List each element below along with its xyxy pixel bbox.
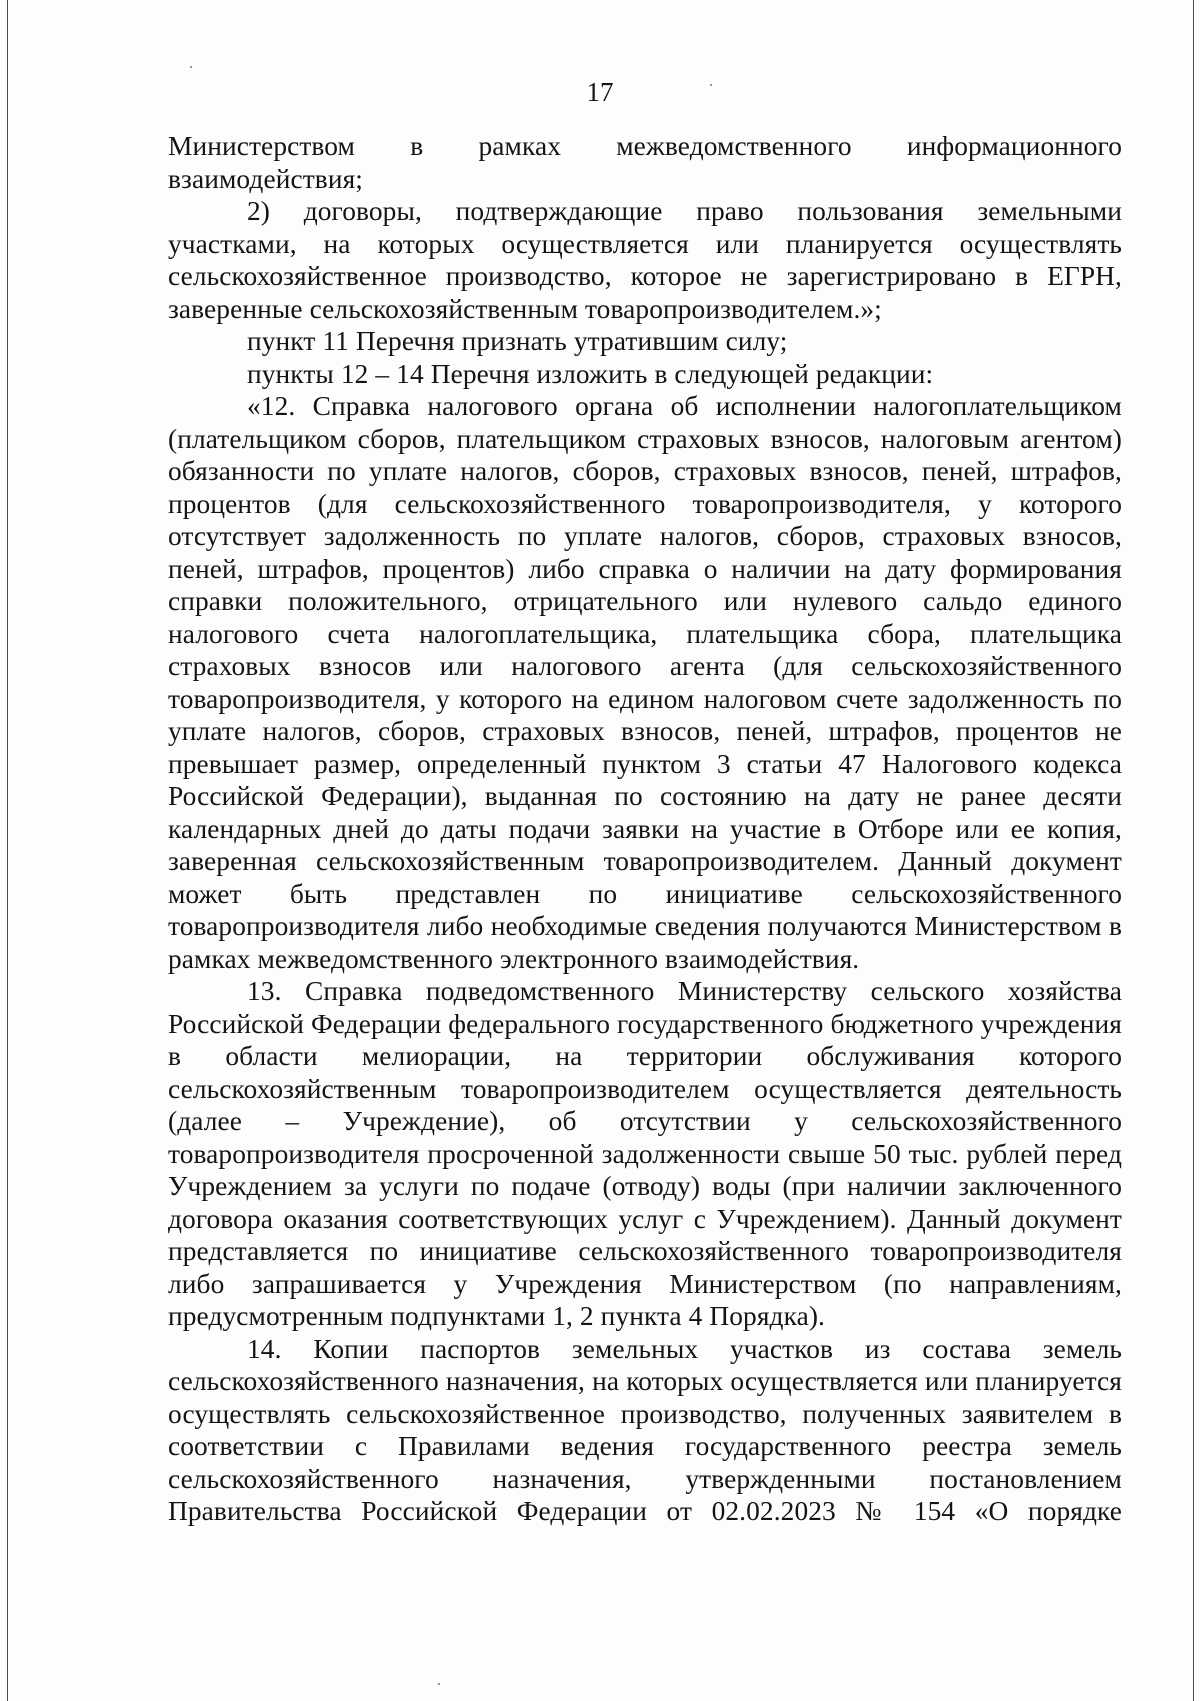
paragraph-point-11: пункт 11 Перечня признать утратившим силу; xyxy=(247,326,788,356)
paragraph-item-14: 14. Копии паспортов земельных участков из состава земель сельскохозяйственного назначения, на которых осуществляется или планируется осуществлять сельскохозяйственное производство, полученных заявителем в соответствии с Правилами ведения государственного реестра земель сельскохозяйственного назначения, утвержденными постановлением Правительства Российской Федерации от 02.02.2023 № 154 «О порядке xyxy=(168,1333,1122,1526)
scan-speck xyxy=(438,1683,440,1685)
paragraph-item-13: 13. Справка подведомственного Министерству сельского хозяйства Российской Федерации федерального государственного бюджетного учреждения в области мелиорации, на территории обслуживания которого сельскохозяйственным товаропроизводителем осуществляется деятельность (далее – Учреждение), об отсутствии у сельскохозяйственного товаропроизводителя просроченной задолженности свыше 50 тыс. рублей перед Учреждением за услуги по подаче (отводу) воды (при наличии заключенного договора оказания соответствующих услуг с Учреждением). Данный документ представляется по инициативе сельскохозяйственного товаропроизводителя либо запрашивается у Учреждения Министерством (по направлениям, предусмотренным подпунктами 1, 2 пункта 4 Порядка). xyxy=(168,976,1122,1331)
paragraph-continuation: Министерством в рамках межведомственного информационного взаимодействия; xyxy=(168,131,1122,194)
scan-speck xyxy=(190,66,192,68)
page-number: 17 xyxy=(586,77,614,107)
paragraph-points-12-14: пункты 12 – 14 Перечня изложить в следующей редакции: xyxy=(247,358,934,389)
scan-edge-left xyxy=(7,0,8,1701)
document-body xyxy=(168,130,1122,1528)
paragraph-item-12: «12. Справка налогового органа об исполнении налогоплательщиком (плательщиком сборов, плательщиком страховых взносов, налоговым агентом) обязанности по уплате налогов, сборов, страховых взносов, пеней, штрафов, процентов (для сельскохозяйственного товаропроизводителя, у которого отсутствует задолженность по уплате налогов, сборов, страховых взносов, пеней, штрафов, процентов) либо справка о наличии на дату формирования справки положительного, отрицательного или нулевого сальдо единого налогового счета налогоплательщика, плательщика сбора, плательщика страховых взносов или налогового агента (для сельскохозяйственного товаропроизводителя, у которого на едином налоговом счете задолженность по уплате налогов, сборов, страховых взносов, пеней, штрафов, процентов не превышает размер, определенный пунктом 3 статьи 47 Налогового кодекса Российской Федерации), выданная по состоянию на дату не ранее десяти календарных дней до даты подачи заявки на участие в Отборе или ее копия, заверенная сельскохозяйственным товаропроизводителем. Данный документ может быть представлен по инициативе сельскохозяйственного товаропроизводителя либо необходимые сведения получаются Министерством в рамках межведомственного электронного взаимодействия. xyxy=(168,391,1122,974)
scan-edge-right xyxy=(1193,0,1194,1701)
paragraph-item-2-contracts: 2) договоры, подтверждающие право пользования земельными участками, на которых осуществляется или планируется осуществлять сельскохозяйственное производство, которое не зарегистрировано в ЕГРН, заверенные сельскохозяйственным товаропроизводителем.»; xyxy=(168,196,1122,324)
